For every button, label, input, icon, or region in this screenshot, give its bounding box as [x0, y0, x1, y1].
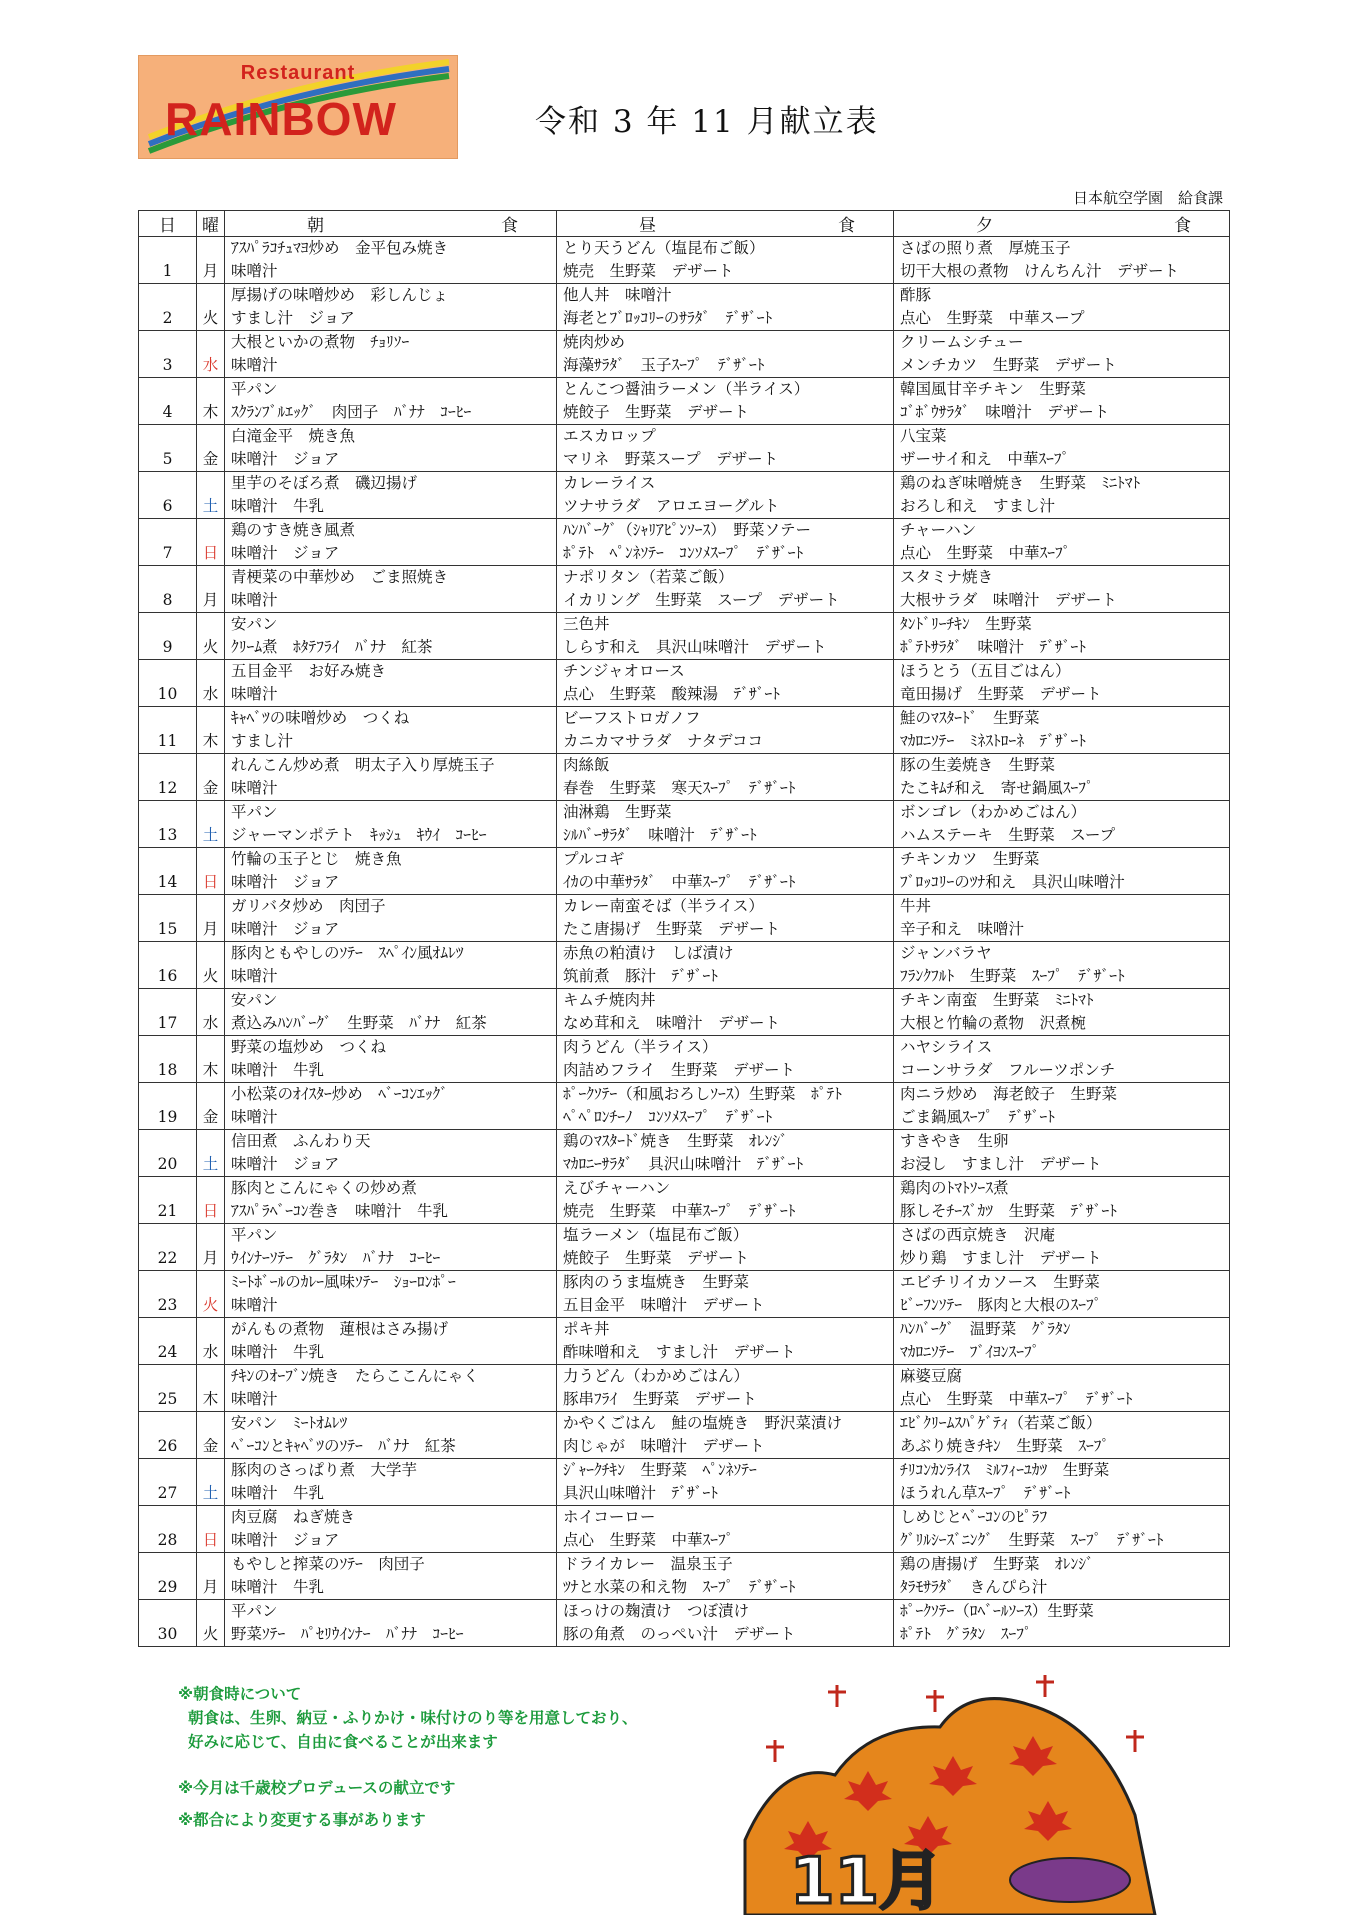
menu-header-row	[139, 211, 1230, 237]
table-row	[139, 848, 1230, 895]
autumn-illustration	[740, 1665, 1160, 1915]
lunch-cell: 豚肉のうま塩焼き 生野菜 五目金平 味噌汁 デザート	[557, 1271, 894, 1318]
dinner-cell: しめじとﾍﾞｰｺﾝのﾋﾟﾗﾌ ｸﾞﾘﾙｼｰｽﾞﾆﾝｸﾞ 生野菜 ｽｰﾌﾟ ﾃﾞｻﾞｰﾄ	[894, 1506, 1230, 1553]
day-cell: 30	[139, 1600, 197, 1647]
weekday-cell: 日	[197, 1506, 225, 1553]
breakfast-cell: 平パン ジャーマンポテト ｷｯｼｭ ｷｳｲ ｺｰﾋｰ	[225, 801, 557, 848]
breakfast-cell: 白滝金平 焼き魚 味噌汁 ジョア	[225, 425, 557, 472]
breakfast-cell: 安パン ﾐｰﾄｵﾑﾚﾂ ﾍﾞｰｺﾝとｷｬﾍﾞﾂのｿﾃｰ ﾊﾞﾅﾅ 紅茶	[225, 1412, 557, 1459]
dinner-cell: ほうとう（五目ごはん） 竜田揚げ 生野菜 デザート	[894, 660, 1230, 707]
lunch-cell: ﾎﾟｰｸｿﾃｰ（和風おろしｿｰｽ）生野菜 ﾎﾟﾃﾄ ﾍﾟﾍﾟﾛﾝﾁｰﾉ ｺﾝｿﾒｽｰﾌﾟ ﾃﾞｻﾞｰﾄ	[557, 1083, 894, 1130]
table-row	[139, 1318, 1230, 1365]
weekday-cell: 土	[197, 472, 225, 519]
lunch-cell: 油淋鶏 生野菜 ｼﾙﾊﾞｰｻﾗﾀﾞ 味噌汁 ﾃﾞｻﾞｰﾄ	[557, 801, 894, 848]
month-label: 11月	[790, 1845, 944, 1915]
dinner-cell: さばの西京焼き 沢庵 炒り鶏 すまし汁 デザート	[894, 1224, 1230, 1271]
table-row	[139, 942, 1230, 989]
restaurant-logo	[138, 55, 458, 159]
dinner-cell: ジャンバラヤ ﾌﾗﾝｸﾌﾙﾄ 生野菜 ｽｰﾌﾟ ﾃﾞｻﾞｰﾄ	[894, 942, 1230, 989]
table-row	[139, 1459, 1230, 1506]
dinner-cell: ボンゴレ（わかめごはん） ハムステーキ 生野菜 スープ	[894, 801, 1230, 848]
table-row	[139, 754, 1230, 801]
dinner-cell: スタミナ焼き 大根サラダ 味噌汁 デザート	[894, 566, 1230, 613]
weekday-cell: 土	[197, 1130, 225, 1177]
lunch-cell: エスカロップ マリネ 野菜スープ デザート	[557, 425, 894, 472]
lunch-cell: かやくごはん 鮭の塩焼き 野沢菜漬け 肉じゃが 味噌汁 デザート	[557, 1412, 894, 1459]
breakfast-cell: ガリバタ炒め 肉団子 味噌汁 ジョア	[225, 895, 557, 942]
day-cell: 29	[139, 1553, 197, 1600]
table-row	[139, 1036, 1230, 1083]
page-title: 令和 3 年 11 月献立表	[535, 104, 879, 140]
breakfast-cell: ｷｬﾍﾞﾂの味噌炒め つくね すまし汁	[225, 707, 557, 754]
lunch-cell: ドライカレー 温泉玉子 ﾂﾅと水菜の和え物 ｽｰﾌﾟ ﾃﾞｻﾞｰﾄ	[557, 1553, 894, 1600]
day-cell: 16	[139, 942, 197, 989]
lunch-cell: ナポリタン（若菜ご飯） イカリング 生野菜 スープ デザート	[557, 566, 894, 613]
dinner-cell: すきやき 生卵 お浸し すまし汁 デザート	[894, 1130, 1230, 1177]
day-cell: 23	[139, 1271, 197, 1318]
weekday-cell: 水	[197, 331, 225, 378]
header-day: 日	[139, 211, 197, 237]
weekday-cell: 金	[197, 1083, 225, 1130]
lunch-cell: カレーライス ツナサラダ アロエヨーグルト	[557, 472, 894, 519]
day-cell: 9	[139, 613, 197, 660]
lunch-cell: ホイコーロー 点心 生野菜 中華ｽｰﾌﾟ	[557, 1506, 894, 1553]
breakfast-cell: 平パン ｳｲﾝﾅｰｿﾃｰ ｸﾞﾗﾀﾝ ﾊﾞﾅﾅ ｺｰﾋｰ	[225, 1224, 557, 1271]
breakfast-cell: 五目金平 お好み焼き 味噌汁	[225, 660, 557, 707]
table-row	[139, 425, 1230, 472]
weekday-cell: 日	[197, 848, 225, 895]
day-cell: 4	[139, 378, 197, 425]
notes-section	[178, 1682, 638, 1832]
header-dinner: 夕 食	[894, 211, 1230, 237]
breakfast-cell: 肉豆腐 ねぎ焼き 味噌汁 ジョア	[225, 1506, 557, 1553]
table-row	[139, 1083, 1230, 1130]
note-chitose: ※今月は千歳校プロデュースの献立です	[178, 1779, 456, 1797]
table-row	[139, 660, 1230, 707]
table-row	[139, 472, 1230, 519]
weekday-cell: 日	[197, 1177, 225, 1224]
breakfast-cell: もやしと搾菜のｿﾃｰ 肉団子 味噌汁 牛乳	[225, 1553, 557, 1600]
day-cell: 21	[139, 1177, 197, 1224]
table-row	[139, 378, 1230, 425]
dinner-cell: 鶏の唐揚げ 生野菜 ｵﾚﾝｼﾞ ﾀﾗﾓｻﾗﾀﾞ きんぴら汁	[894, 1553, 1230, 1600]
lunch-cell: 赤魚の粕漬け しば漬け 筑前煮 豚汁 ﾃﾞｻﾞｰﾄ	[557, 942, 894, 989]
table-row	[139, 1130, 1230, 1177]
lunch-cell: ほっけの麹漬け つぼ漬け 豚の角煮 のっぺい汁 デザート	[557, 1600, 894, 1647]
day-cell: 13	[139, 801, 197, 848]
breakfast-cell: れんこん炒め煮 明太子入り厚焼玉子 味噌汁	[225, 754, 557, 801]
logo-rainbow-text: RAINBOW	[165, 93, 397, 145]
weekday-cell: 火	[197, 284, 225, 331]
breakfast-cell: 平パン ｽｸﾗﾝﾌﾞﾙｴｯｸﾞ 肉団子 ﾊﾞﾅﾅ ｺｰﾋｰ	[225, 378, 557, 425]
weekday-cell: 火	[197, 613, 225, 660]
dinner-cell: ｴﾋﾞｸﾘｰﾑｽﾊﾟｹﾞﾃｨ（若菜ご飯） あぶり焼きﾁｷﾝ 生野菜 ｽｰﾌﾟ	[894, 1412, 1230, 1459]
dinner-cell: チキンカツ 生野菜 ﾌﾞﾛｯｺﾘｰのﾂﾅ和え 具沢山味噌汁	[894, 848, 1230, 895]
table-row	[139, 566, 1230, 613]
lunch-cell: ポキ丼 酢味噌和え すまし汁 デザート	[557, 1318, 894, 1365]
table-row	[139, 801, 1230, 848]
breakfast-cell: 鶏のすき焼き風煮 味噌汁 ジョア	[225, 519, 557, 566]
breakfast-cell: 信田煮 ふんわり天 味噌汁 ジョア	[225, 1130, 557, 1177]
note-breakfast-title: ※朝食時について	[178, 1685, 302, 1703]
table-row	[139, 1271, 1230, 1318]
breakfast-cell: ﾐｰﾄﾎﾞｰﾙのｶﾚｰ風味ｿﾃｰ ｼｮｰﾛﾝﾎﾟｰ 味噌汁	[225, 1271, 557, 1318]
day-cell: 19	[139, 1083, 197, 1130]
dinner-cell: ﾀﾝﾄﾞﾘｰﾁｷﾝ 生野菜 ﾎﾟﾃﾄｻﾗﾀﾞ 味噌汁 ﾃﾞｻﾞｰﾄ	[894, 613, 1230, 660]
day-cell: 18	[139, 1036, 197, 1083]
day-cell: 25	[139, 1365, 197, 1412]
day-cell: 24	[139, 1318, 197, 1365]
breakfast-cell: 安パン ｸﾘｰﾑ煮 ﾎﾀﾃﾌﾗｲ ﾊﾞﾅﾅ 紅茶	[225, 613, 557, 660]
lunch-cell: キムチ焼肉丼 なめ茸和え 味噌汁 デザート	[557, 989, 894, 1036]
breakfast-cell: 里芋のそぼろ煮 磯辺揚げ 味噌汁 牛乳	[225, 472, 557, 519]
day-cell: 1	[139, 237, 197, 284]
day-cell: 5	[139, 425, 197, 472]
dinner-cell: 鶏のねぎ味噌焼き 生野菜 ﾐﾆﾄﾏﾄ おろし和え すまし汁	[894, 472, 1230, 519]
table-row	[139, 331, 1230, 378]
breakfast-cell: 竹輪の玉子とじ 焼き魚 味噌汁 ジョア	[225, 848, 557, 895]
weekday-cell: 火	[197, 942, 225, 989]
table-row	[139, 1224, 1230, 1271]
weekday-cell: 火	[197, 1271, 225, 1318]
dinner-cell: チャーハン 点心 生野菜 中華ｽｰﾌﾟ	[894, 519, 1230, 566]
day-cell: 20	[139, 1130, 197, 1177]
breakfast-cell: 小松菜のｵｲｽﾀｰ炒め ﾍﾞｰｺﾝｴｯｸﾞ 味噌汁	[225, 1083, 557, 1130]
table-row	[139, 1506, 1230, 1553]
day-cell: 11	[139, 707, 197, 754]
header-lunch: 昼 食	[557, 211, 894, 237]
weekday-cell: 金	[197, 425, 225, 472]
table-row	[139, 989, 1230, 1036]
dinner-cell: 豚の生姜焼き 生野菜 たこｷﾑﾁ和え 寄せ鍋風ｽｰﾌﾟ	[894, 754, 1230, 801]
breakfast-cell: 野菜の塩炒め つくね 味噌汁 牛乳	[225, 1036, 557, 1083]
dinner-cell: 酢豚 点心 生野菜 中華スープ	[894, 284, 1230, 331]
day-cell: 3	[139, 331, 197, 378]
weekday-cell: 木	[197, 707, 225, 754]
lunch-cell: とり天うどん（塩昆布ご飯） 焼売 生野菜 デザート	[557, 237, 894, 284]
lunch-cell: プルコギ ｲｶの中華ｻﾗﾀﾞ 中華ｽｰﾌﾟ ﾃﾞｻﾞｰﾄ	[557, 848, 894, 895]
header-breakfast: 朝 食	[225, 211, 557, 237]
weekday-cell: 日	[197, 519, 225, 566]
day-cell: 2	[139, 284, 197, 331]
weekday-cell: 月	[197, 237, 225, 284]
breakfast-cell: 平パン 野菜ｿﾃｰ ﾊﾟｾﾘｳｲﾝﾅｰ ﾊﾞﾅﾅ ｺｰﾋｰ	[225, 1600, 557, 1647]
table-row	[139, 1177, 1230, 1224]
table-row	[139, 895, 1230, 942]
day-cell: 27	[139, 1459, 197, 1506]
dinner-cell: ﾁﾘｺﾝｶﾝﾗｲｽ ﾐﾙﾌｨｰﾕｶﾂ 生野菜 ほうれん草ｽｰﾌﾟ ﾃﾞｻﾞｰﾄ	[894, 1459, 1230, 1506]
breakfast-cell: 安パン 煮込みﾊﾝﾊﾞｰｸﾞ 生野菜 ﾊﾞﾅﾅ 紅茶	[225, 989, 557, 1036]
lunch-cell: とんこつ醤油ラーメン（半ライス） 焼餃子 生野菜 デザート	[557, 378, 894, 425]
breakfast-cell: 厚揚げの味噌炒め 彩しんじょ すまし汁 ジョア	[225, 284, 557, 331]
breakfast-cell: 豚肉のさっぱり煮 大学芋 味噌汁 牛乳	[225, 1459, 557, 1506]
day-cell: 14	[139, 848, 197, 895]
day-cell: 7	[139, 519, 197, 566]
weekday-cell: 水	[197, 989, 225, 1036]
lunch-cell: チンジャオロース 点心 生野菜 酸辣湯 ﾃﾞｻﾞｰﾄ	[557, 660, 894, 707]
lunch-cell: 力うどん（わかめごはん） 豚串ﾌﾗｲ 生野菜 デザート	[557, 1365, 894, 1412]
dinner-cell: 牛丼 辛子和え 味噌汁	[894, 895, 1230, 942]
lunch-cell: 肉絲飯 春巻 生野菜 寒天ｽｰﾌﾟ ﾃﾞｻﾞｰﾄ	[557, 754, 894, 801]
table-row	[139, 1553, 1230, 1600]
breakfast-cell: ﾁｷﾝのｵｰﾌﾞﾝ焼き たらここんにゃく 味噌汁	[225, 1365, 557, 1412]
lunch-cell: 焼肉炒め 海藻ｻﾗﾀﾞ 玉子ｽｰﾌﾟ ﾃﾞｻﾞｰﾄ	[557, 331, 894, 378]
breakfast-cell: 豚肉とこんにゃくの炒め煮 ｱｽﾊﾟﾗﾍﾞｰｺﾝ巻き 味噌汁 牛乳	[225, 1177, 557, 1224]
dinner-cell: ハヤシライス コーンサラダ フルーツポンチ	[894, 1036, 1230, 1083]
dinner-cell: チキン南蛮 生野菜 ﾐﾆﾄﾏﾄ 大根と竹輪の煮物 沢煮椀	[894, 989, 1230, 1036]
note-breakfast-line1: 朝食は、生卵、納豆・ふりかけ・味付けのり等を用意しており、	[188, 1709, 638, 1727]
breakfast-cell: がんもの煮物 蓮根はさみ揚げ 味噌汁 牛乳	[225, 1318, 557, 1365]
table-row	[139, 1412, 1230, 1459]
table-row	[139, 707, 1230, 754]
dinner-cell: 八宝菜 ザーサイ和え 中華ｽｰﾌﾟ	[894, 425, 1230, 472]
lunch-cell: えびチャーハン 焼売 生野菜 中華ｽｰﾌﾟ ﾃﾞｻﾞｰﾄ	[557, 1177, 894, 1224]
table-row	[139, 613, 1230, 660]
dinner-cell: クリームシチュー メンチカツ 生野菜 デザート	[894, 331, 1230, 378]
weekday-cell: 月	[197, 566, 225, 613]
weekday-cell: 木	[197, 378, 225, 425]
weekday-cell: 金	[197, 1412, 225, 1459]
dinner-cell: ﾊﾝﾊﾞｰｸﾞ 温野菜 ｸﾞﾗﾀﾝ ﾏｶﾛﾆｿﾃｰ ﾌﾞｲﾖﾝｽｰﾌﾟ	[894, 1318, 1230, 1365]
day-cell: 8	[139, 566, 197, 613]
menu-table	[138, 210, 1230, 1647]
dinner-cell: 麻婆豆腐 点心 生野菜 中華ｽｰﾌﾟ ﾃﾞｻﾞｰﾄ	[894, 1365, 1230, 1412]
table-row	[139, 519, 1230, 566]
lunch-cell: カレー南蛮そば（半ライス） たこ唐揚げ 生野菜 デザート	[557, 895, 894, 942]
logo-restaurant-text: Restaurant	[240, 62, 356, 84]
lunch-cell: 他人丼 味噌汁 海老とﾌﾞﾛｯｺﾘｰのｻﾗﾀﾞ ﾃﾞｻﾞｰﾄ	[557, 284, 894, 331]
dinner-cell: 鮭のﾏｽﾀｰﾄﾞ 生野菜 ﾏｶﾛﾆｿﾃｰ ﾐﾈｽﾄﾛｰﾈ ﾃﾞｻﾞｰﾄ	[894, 707, 1230, 754]
weekday-cell: 木	[197, 1365, 225, 1412]
breakfast-cell: 豚肉ともやしのｿﾃｰ ｽﾍﾟｲﾝ風ｵﾑﾚﾂ 味噌汁	[225, 942, 557, 989]
day-cell: 26	[139, 1412, 197, 1459]
note-change: ※都合により変更する事があります	[178, 1811, 426, 1829]
weekday-cell: 月	[197, 895, 225, 942]
note-breakfast-line2: 好みに応じて、自由に食べることが出来ます	[188, 1733, 498, 1751]
weekday-cell: 火	[197, 1600, 225, 1647]
day-cell: 22	[139, 1224, 197, 1271]
lunch-cell: 鶏のﾏｽﾀｰﾄﾞ焼き 生野菜 ｵﾚﾝｼﾞ ﾏｶﾛﾆｰｻﾗﾀﾞ 具沢山味噌汁 ﾃﾞｻﾞｰﾄ	[557, 1130, 894, 1177]
weekday-cell: 水	[197, 1318, 225, 1365]
day-cell: 17	[139, 989, 197, 1036]
weekday-cell: 土	[197, 1459, 225, 1506]
day-cell: 12	[139, 754, 197, 801]
weekday-cell: 土	[197, 801, 225, 848]
table-row	[139, 1600, 1230, 1647]
day-cell: 10	[139, 660, 197, 707]
dinner-cell: 鶏肉のﾄﾏﾄｿｰｽ煮 豚しそﾁｰｽﾞｶﾂ 生野菜 ﾃﾞｻﾞｰﾄ	[894, 1177, 1230, 1224]
lunch-cell: ｼﾞｬｰｸﾁｷﾝ 生野菜 ﾍﾟﾝﾈｿﾃｰ 具沢山味噌汁 ﾃﾞｻﾞｰﾄ	[557, 1459, 894, 1506]
dinner-cell: 肉ニラ炒め 海老餃子 生野菜 ごま鍋風ｽｰﾌﾟ ﾃﾞｻﾞｰﾄ	[894, 1083, 1230, 1130]
sweet-potato-icon	[1010, 1858, 1130, 1902]
organization-name: 日本航空学園 給食課	[1072, 189, 1223, 207]
weekday-cell: 金	[197, 754, 225, 801]
table-row	[139, 237, 1230, 284]
weekday-cell: 月	[197, 1553, 225, 1600]
table-row	[139, 1365, 1230, 1412]
dinner-cell: ﾎﾟｰｸｿﾃｰ（ﾛﾍﾞｰﾙｿｰｽ）生野菜 ﾎﾟﾃﾄ ｸﾞﾗﾀﾝ ｽｰﾌﾟ	[894, 1600, 1230, 1647]
dinner-cell: エビチリイカソース 生野菜 ﾋﾞｰﾌﾝｿﾃｰ 豚肉と大根のｽｰﾌﾟ	[894, 1271, 1230, 1318]
lunch-cell: ビーフストロガノフ カニカマサラダ ナタデココ	[557, 707, 894, 754]
header-weekday: 曜	[197, 211, 225, 237]
lunch-cell: 三色丼 しらす和え 具沢山味噌汁 デザート	[557, 613, 894, 660]
lunch-cell: 肉うどん（半ライス） 肉詰めフライ 生野菜 デザート	[557, 1036, 894, 1083]
weekday-cell: 月	[197, 1224, 225, 1271]
lunch-cell: 塩ラーメン（塩昆布ご飯） 焼餃子 生野菜 デザート	[557, 1224, 894, 1271]
weekday-cell: 水	[197, 660, 225, 707]
lunch-cell: ﾊﾝﾊﾞｰｸﾞ（ｼｬﾘｱﾋﾟﾝｿｰｽ） 野菜ソテー ﾎﾟﾃﾄ ﾍﾟﾝﾈｿﾃｰ ｺﾝｿﾒｽｰﾌﾟ ﾃﾞｻﾞｰﾄ	[557, 519, 894, 566]
table-row	[139, 284, 1230, 331]
day-cell: 6	[139, 472, 197, 519]
day-cell: 28	[139, 1506, 197, 1553]
day-cell: 15	[139, 895, 197, 942]
dinner-cell: さばの照り煮 厚焼玉子 切干大根の煮物 けんちん汁 デザート	[894, 237, 1230, 284]
dinner-cell: 韓国風甘辛チキン 生野菜 ｺﾞﾎﾞｳｻﾗﾀﾞ 味噌汁 デザート	[894, 378, 1230, 425]
breakfast-cell: ｱｽﾊﾟﾗｺﾁｭﾏﾖ炒め 金平包み焼き 味噌汁	[225, 237, 557, 284]
breakfast-cell: 青梗菜の中華炒め ごま照焼き 味噌汁	[225, 566, 557, 613]
weekday-cell: 木	[197, 1036, 225, 1083]
breakfast-cell: 大根といかの煮物 ﾁｮﾘｿｰ 味噌汁	[225, 331, 557, 378]
